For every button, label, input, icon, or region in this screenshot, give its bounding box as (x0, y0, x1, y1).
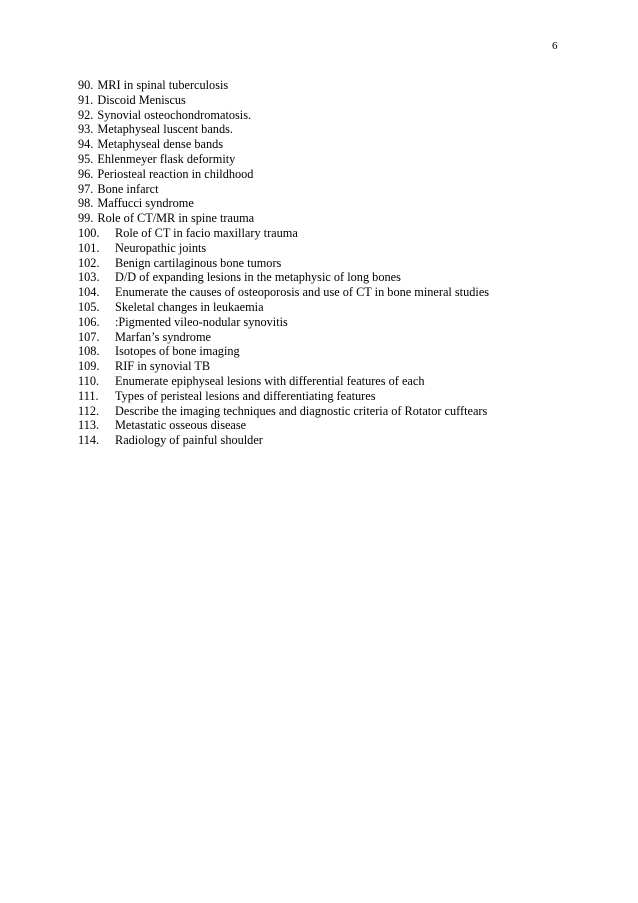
item-number: 111. (78, 388, 99, 403)
item-number: 101. (78, 240, 100, 255)
item-number: 110. (78, 373, 100, 388)
list-item (78, 433, 489, 448)
list-item (78, 344, 489, 359)
item-text: Skeletal changes in leukaemia (115, 299, 264, 314)
item-number: 107. (78, 329, 100, 344)
item-text: Metastatic osseous disease (115, 418, 247, 433)
list-item (78, 374, 489, 389)
item-text: MRI in spinal tuberculosis (97, 78, 229, 92)
item-text: Metaphyseal dense bands (97, 137, 224, 152)
list-item (78, 108, 489, 123)
item-text: Periosteal reaction in childhood (97, 166, 254, 181)
list-item (78, 315, 489, 330)
item-text: Radiology of painful shoulder (115, 433, 263, 448)
item-text: Marfan’s syndrome (115, 329, 211, 344)
item-number: 114. (78, 433, 100, 448)
list-item (78, 330, 489, 345)
list-item (78, 226, 489, 241)
item-text: Metaphyseal luscent bands. (97, 122, 233, 137)
item-number: 95. (78, 151, 94, 166)
item-text: Describe the imaging techniques and diagnostic criteria of Rotator cufftears (115, 403, 488, 418)
item-text: Role of CT/MR in spine trauma (97, 211, 255, 226)
list-item (78, 300, 489, 315)
list-item (78, 182, 489, 197)
item-number: 90. (78, 78, 94, 92)
topic-list (78, 78, 489, 448)
item-number: 97. (78, 181, 94, 196)
item-text: Enumerate the causes of osteoporosis and use of CT in bone mineral studies (115, 285, 490, 300)
list-item (78, 359, 489, 374)
item-text: Role of CT in facio maxillary trauma (115, 225, 298, 240)
item-number: 94. (78, 137, 94, 152)
item-text: :Pigmented vileo-nodular synovitis (115, 314, 288, 329)
list-item (78, 270, 489, 285)
item-number: 93. (78, 122, 94, 137)
list-item (78, 404, 489, 419)
item-text: Synovial osteochondromatosis. (97, 107, 252, 122)
list-item (78, 167, 489, 182)
item-number: 96. (78, 166, 94, 181)
item-text: Ehlenmeyer flask deformity (97, 151, 236, 166)
list-item (78, 389, 489, 404)
item-number: 102. (78, 255, 100, 270)
item-number: 100. (78, 225, 100, 240)
item-text: Types of peristeal lesions and differentiating features (115, 388, 376, 403)
item-number: 106. (78, 314, 100, 329)
list-item (78, 241, 489, 256)
item-text: Benign cartilaginous bone tumors (115, 255, 282, 270)
item-number: 113. (78, 418, 100, 433)
list-item (78, 285, 489, 300)
item-text: Discoid Meniscus (97, 92, 186, 107)
item-text: RIF in synovial TB (115, 359, 211, 374)
list-item (78, 137, 489, 152)
item-text: Neuropathic joints (115, 240, 207, 255)
list-item (78, 256, 489, 271)
item-number: 99. (78, 211, 94, 226)
list-item (78, 122, 489, 137)
list-item (78, 93, 489, 108)
list-item (78, 418, 489, 433)
list-item (78, 211, 489, 226)
item-number: 109. (78, 359, 100, 374)
item-number: 91. (78, 92, 94, 107)
item-number: 98. (78, 196, 94, 211)
item-number: 108. (78, 344, 100, 359)
item-number: 92. (78, 107, 94, 122)
item-text: Isotopes of bone imaging (115, 344, 240, 359)
page-number: 6 (552, 40, 558, 52)
item-number: 105. (78, 299, 100, 314)
item-number: 112. (78, 403, 100, 418)
item-text: Maffucci syndrome (97, 196, 194, 211)
list-item (78, 196, 489, 211)
list-item (78, 78, 489, 93)
item-text: Bone infarct (97, 181, 159, 196)
list-item (78, 152, 489, 167)
item-text: D/D of expanding lesions in the metaphysic of long bones (115, 270, 401, 285)
item-number: 104. (78, 285, 100, 300)
item-number: 103. (78, 270, 100, 285)
item-text: Enumerate epiphyseal lesions with differential features of each (115, 373, 425, 388)
